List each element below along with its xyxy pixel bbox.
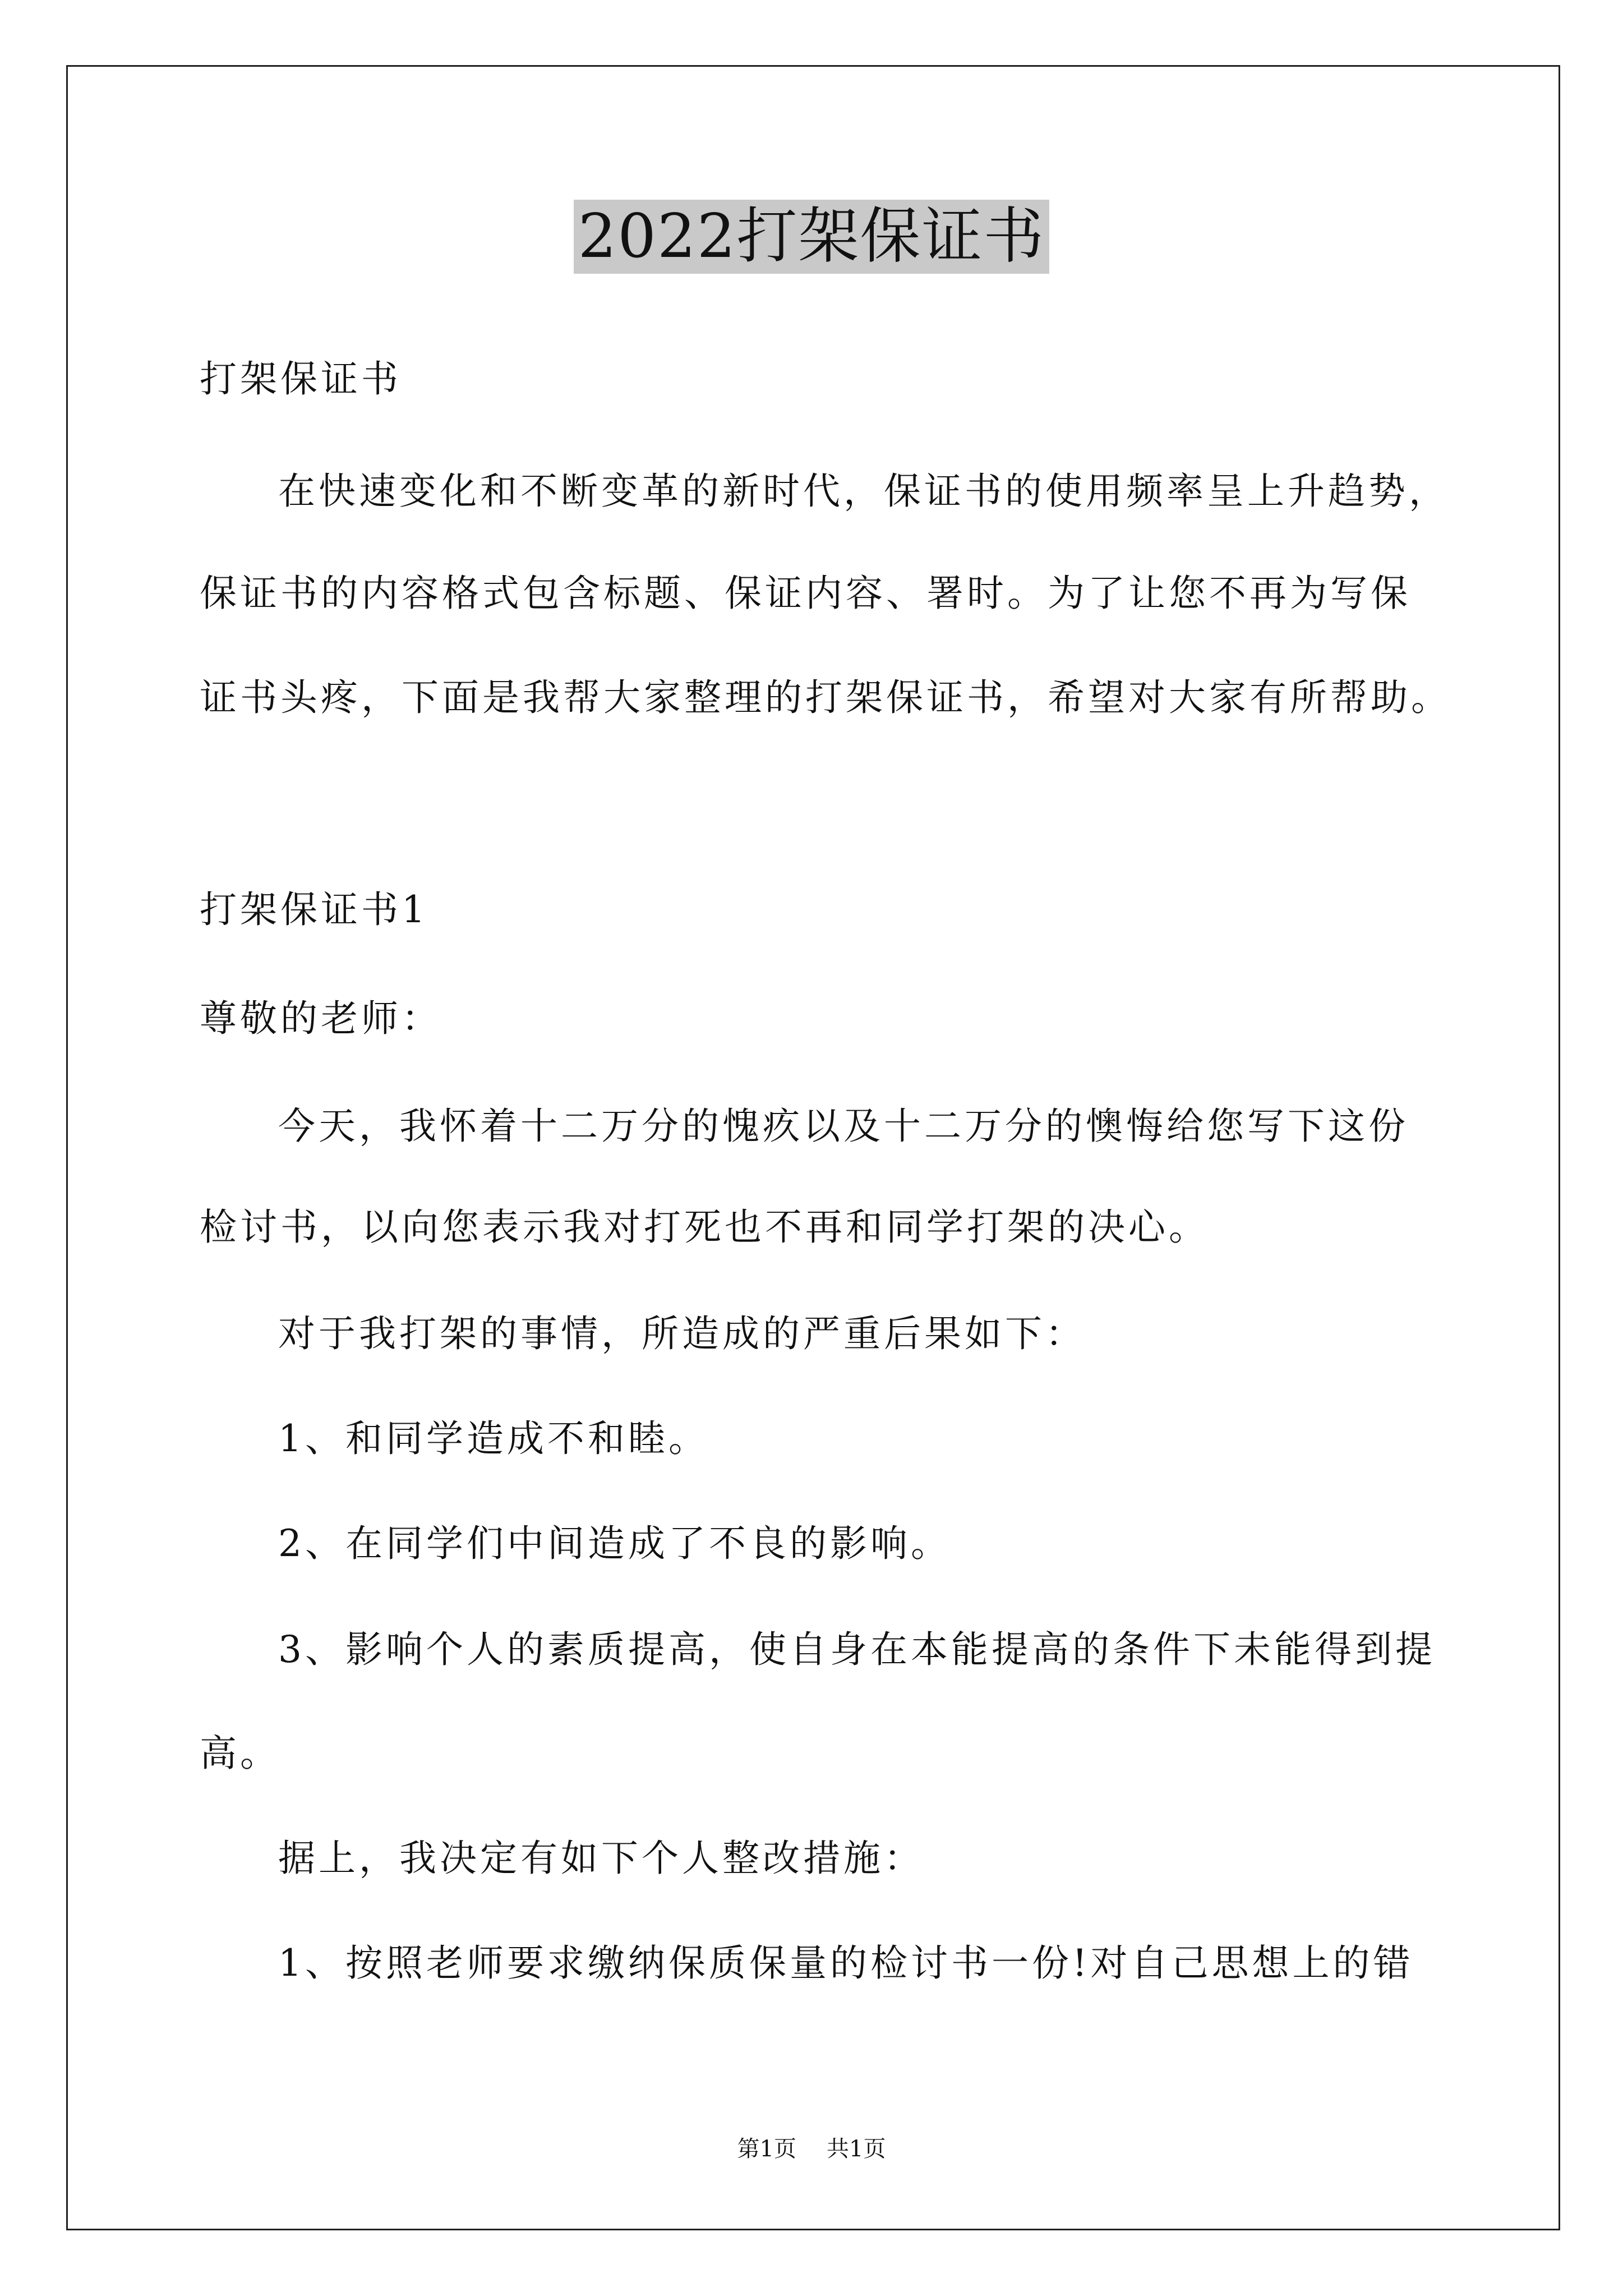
paragraph-line: 保证书的内容格式包含标题、保证内容、署时。为了让您不再为写保 — [200, 572, 1411, 615]
paragraph-line: 证书头疼，下面是我帮大家整理的打架保证书，希望对大家有所帮助。 — [200, 676, 1451, 719]
salutation: 尊敬的老师： — [200, 997, 442, 1040]
page-count: 共1页 — [827, 2136, 886, 2162]
paragraph-line: 高。 — [200, 1732, 280, 1775]
paragraph-line: 检讨书，以向您表示我对打死也不再和同学打架的决心。 — [200, 1205, 1209, 1249]
list-item: 2、在同学们中间造成了不良的影响。 — [278, 1522, 951, 1565]
paragraph-line: 今天，我怀着十二万分的愧疚以及十二万分的懊悔给您写下这份 — [278, 1105, 1409, 1148]
section-heading: 打架保证书 — [200, 357, 402, 401]
title-container — [0, 200, 1623, 274]
list-item: 3、影响个人的素质提高，使自身在本能提高的条件下未能得到提 — [278, 1628, 1436, 1671]
paragraph-line: 对于我打架的事情，所造成的严重后果如下： — [278, 1312, 1086, 1355]
section-heading: 打架保证书1 — [200, 888, 428, 931]
paragraph-line: 在快速变化和不断变革的新时代，保证书的使用频率呈上升趋势， — [278, 470, 1449, 513]
paragraph-line: 据上，我决定有如下个人整改措施： — [278, 1837, 924, 1880]
page-footer — [0, 2135, 1623, 2163]
list-item: 1、按照老师要求缴纳保质保量的检讨书一份!对自己思想上的错 — [278, 1941, 1414, 1985]
page-number: 第1页 — [737, 2136, 796, 2162]
document-title: 2022打架保证书 — [574, 200, 1050, 274]
list-item: 1、和同学造成不和睦。 — [278, 1417, 709, 1460]
